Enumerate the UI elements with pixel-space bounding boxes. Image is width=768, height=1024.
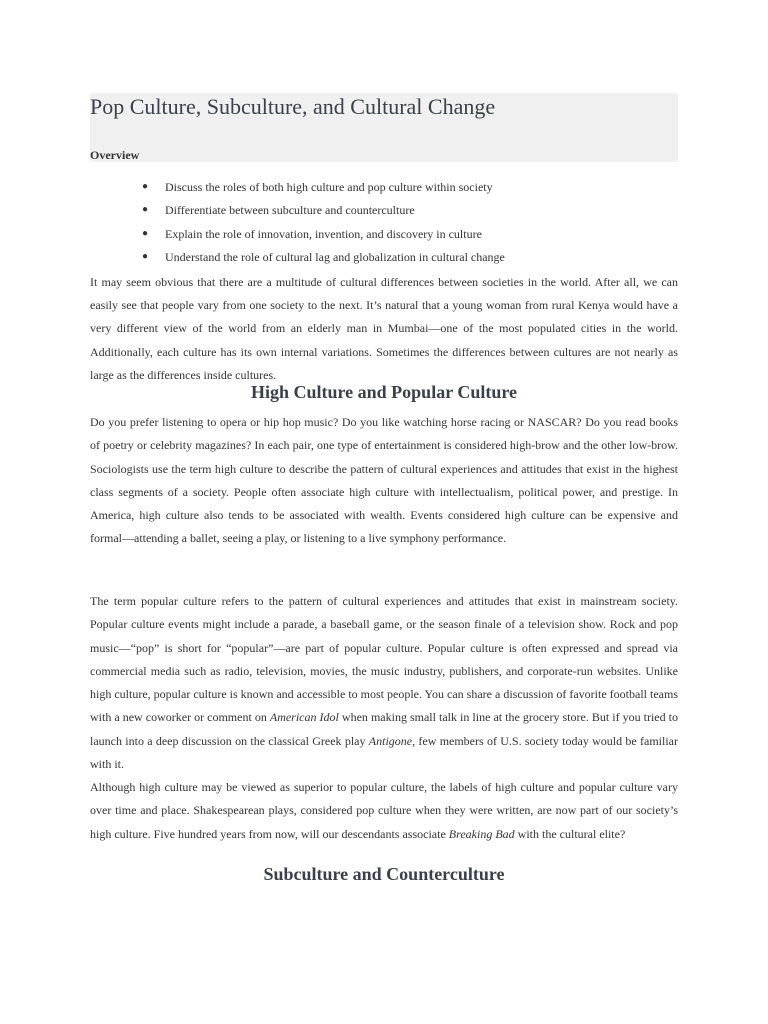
paragraph-text: , few members of U.S. society today would be familiar with it. [90, 733, 678, 772]
objectives-list [90, 179, 678, 272]
list-item [90, 202, 678, 225]
section-heading-subculture: Subculture and Counterculture [263, 864, 505, 884]
title-block [90, 93, 678, 162]
document-title: Pop Culture, Subculture, and Cultural Change [90, 94, 496, 119]
objective-text: Understand the role of cultural lag and globalization in cultural change [165, 249, 505, 264]
bullet-icon: ● [142, 181, 149, 192]
bullet-icon: ● [142, 250, 149, 262]
objective-text: Explain the role of innovation, invention, and discovery in culture [165, 226, 482, 241]
paragraph-text: The term popular culture refers to the pattern of cultural experiences and attitudes that exist in mainstream society. Popular culture events might include a parade, a baseball game, or the season finale of a television show. Rock and pop music—“pop” is short for “popular”—are part of popular culture. Popular culture is often expressed and spread via commercial media such as radio, television, movies, the music industry, publishers, and corporate-run websites. Unlike high culture, popular culture is known and accessible to most people. You can share a discussion of favorite football teams with a new coworker or comment on [90, 594, 678, 725]
intro-paragraph: It may seem obvious that there are a multitude of cultural differences between societies in the world. After all, we can easily see that people vary from one society to the next. It’s natural that a young woman from rural Kenya would have a very different view of the world from an elderly man in Mumbai—one of the most populated cities in the world. Additionally, each culture has its own internal variations. Sometimes the differences between cultures are not nearly as large as the differences inside cultures. [90, 275, 678, 382]
list-item [90, 226, 678, 249]
bullet-icon: ● [142, 227, 149, 239]
italic-title: Antigone [368, 733, 413, 748]
objective-text: Discuss the roles of both high culture and pop culture within society [165, 180, 493, 194]
italic-title: Breaking Bad [448, 826, 515, 841]
culture-change-paragraph [90, 776, 678, 846]
objective-text: Differentiate between subculture and counterculture [165, 203, 415, 218]
section-heading-high-culture: High Culture and Popular Culture [250, 382, 518, 402]
paragraph-text: Although high culture may be viewed as superior to popular culture, the labels of high culture and popular culture vary over time and place. Shakespearean plays, considered pop culture when they were written, are now part of our society’s high culture. Five hundred years from now, will our descendants associate [90, 780, 678, 841]
high-culture-paragraph: Do you prefer listening to opera or hip hop music? Do you like watching horse racing or NASCAR? Do you read books of poetry or celebrity magazines? In each pair, one type of entertainment is considered high-brow and the other low-brow. Sociologists use the term high culture to describe the pattern of cultural experiences and attitudes that exist in the highest class segments of a society. People often associate high culture with intellectualism, political power, and prestige. In America, high culture also tends to be associated with wealth. Events considered high culture can be expensive and formal—attending a ballet, seeing a play, or listening to a live symphony performance. [90, 415, 678, 546]
list-item [90, 179, 678, 202]
overview-label: Overview [90, 148, 140, 162]
bullet-icon: ● [142, 204, 149, 216]
paragraph-text: when making small talk in line at the grocery store. But if you tried to launch into a deep discussion on the classical Greek play [90, 710, 679, 748]
paragraph-text: with the cultural elite? [514, 826, 626, 841]
popular-culture-paragraph [90, 590, 678, 776]
list-item [90, 249, 678, 272]
italic-title: American Idol [269, 710, 339, 725]
